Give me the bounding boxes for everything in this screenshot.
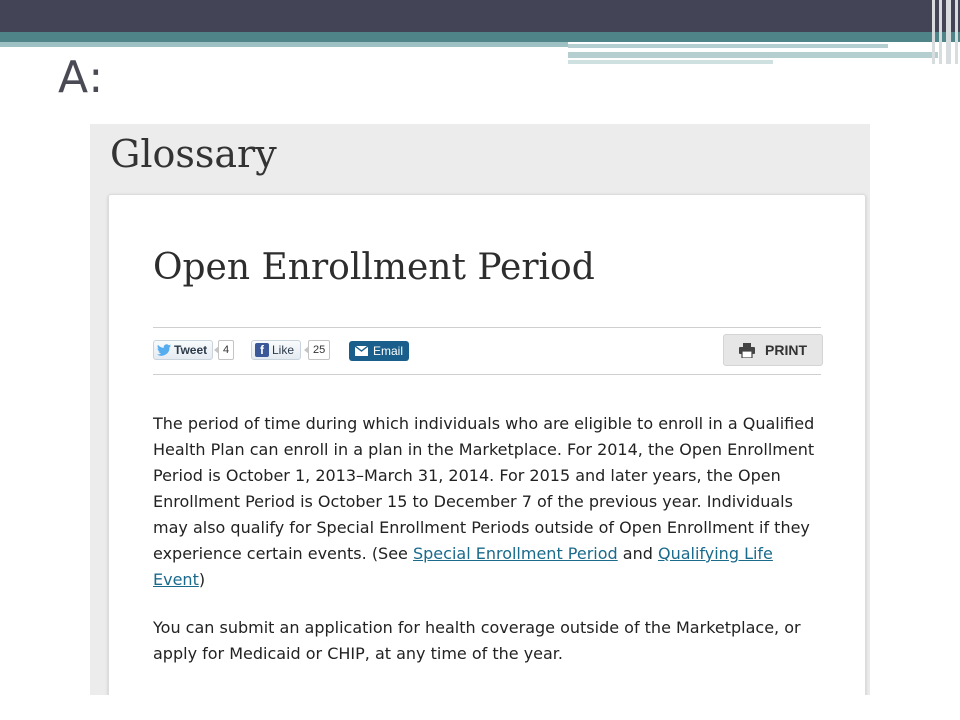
slide-accent-bar-light (0, 42, 568, 47)
paragraph-text: ) (198, 570, 206, 589)
like-count: 25 (308, 340, 330, 360)
slide-top-bar (0, 0, 960, 32)
glossary-screenshot (90, 124, 870, 695)
glossary-card (108, 194, 866, 695)
definition-paragraph (153, 411, 825, 593)
qualifying-life-event-link[interactable]: Qualifying Life Event (153, 544, 773, 589)
share-toolbar (153, 327, 821, 375)
paragraph-text: The period of time during which individuals who are eligible to enroll in a Qualified Health Plan can enroll in a plan in the Marketplace. For 2014, the Open Enrollment Period is October 1, 2013–March 31, 2014. For 2015 and later years, the Open Enrollment Period is October 15 to December 7 of the previous year. Individuals may also qualify for Special Enrollment Periods outside of Open Enrollment if they experience certain events. (See (153, 414, 815, 563)
facebook-icon: f (255, 343, 269, 357)
tweet-button[interactable] (153, 340, 213, 360)
print-label: PRINT (765, 342, 807, 358)
slide-decor-line (568, 60, 773, 64)
printer-icon (739, 343, 755, 358)
like-label: Like (272, 343, 295, 357)
tweet-label: Tweet (174, 343, 208, 357)
print-button[interactable] (723, 334, 823, 366)
tweet-count: 4 (218, 340, 234, 360)
envelope-icon (355, 346, 368, 356)
page-title: Glossary (110, 132, 277, 176)
email-button[interactable] (349, 341, 409, 361)
slide-accent-bar (0, 32, 960, 42)
definition-text (153, 411, 825, 689)
slide-title: A: (58, 52, 105, 103)
email-label: Email (373, 344, 404, 358)
facebook-like-button[interactable] (251, 340, 301, 360)
slide-decor-line (568, 52, 938, 58)
glossary-term-heading: Open Enrollment Period (153, 247, 595, 288)
paragraph-text: and (617, 544, 658, 563)
slide-decor-stripes (930, 0, 960, 64)
special-enrollment-period-link[interactable]: Special Enrollment Period (412, 544, 618, 563)
definition-paragraph-2: You can submit an application for health coverage outside of the Marketplace, or apply for Medicaid or CHIP, at any time of the year. (153, 618, 801, 663)
twitter-icon (157, 344, 171, 356)
slide-decor-line (568, 44, 888, 48)
